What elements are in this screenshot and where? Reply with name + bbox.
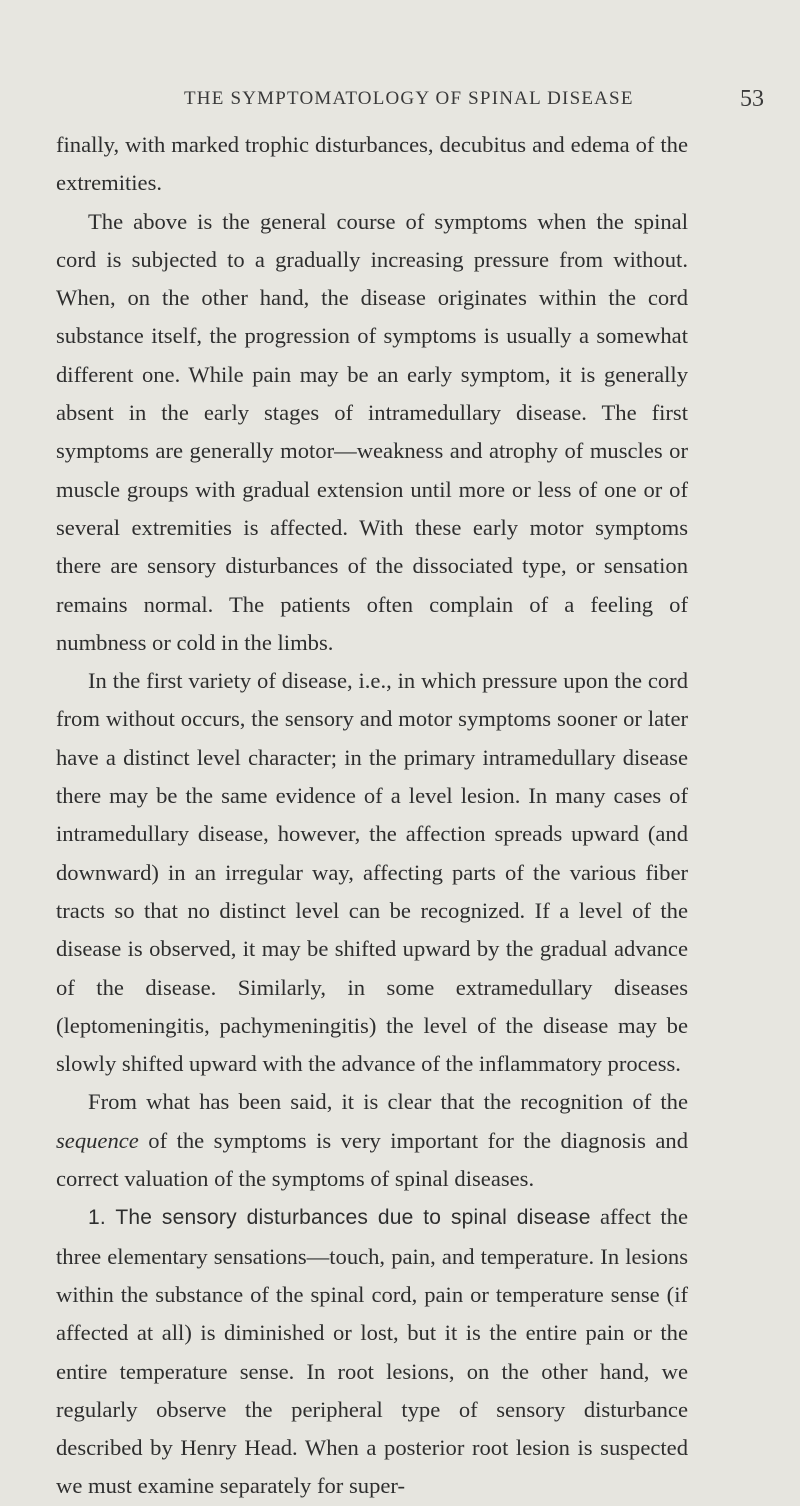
paragraph-course-of-symptoms: The above is the general course of symptoms when the spinal cord is subjected to a gradually increasing pressure from without. When, on the other hand, the disease originates within the cord substance itself, the progression of symptoms is usually a somewhat different one. While pain may be an early symptom, it is generally absent in the early stages of intramedullary disease. The first symptoms are generally motor—weakness and atrophy of muscles or muscle groups with gradual extension until more or less of one or of several extremities is affected. With these early motor symptoms there are sensory disturbances of the dissociated type, or sensation remains normal. The patients often complain of a feeling of numbness or cold in the limbs. [56,208,688,655]
paragraph-sequence-end: of the symptoms is very important for the diagnosis and correct valuation of the symptoms of spinal diseases. [56,1127,688,1192]
page-number: 53 [740,86,764,112]
emphasis-sequence: sequence [56,1127,139,1153]
paragraph-sensory-text: affect the three elementary sensations—touch, pain, and temperature. In lesions within the substance of the spinal cord, pain or temperature sense (if affected at all) is diminished or lost, but it is the entire pain or the entire temperature sense. In root lesions, on the other hand, we regularly observe the peripheral type of sensory disturbance described by Henry Head. When a posterior root lesion is suspected we must examine separately for super- [56,1204,688,1499]
section-lead-in: 1. The sensory disturbances due to spinal disease [88,1206,591,1230]
paragraph-sequence-start: From what has been said, it is clear that the recognition of the [88,1089,688,1115]
running-head: THE SYMPTOMATOLOGY OF SPINAL DISEASE [184,88,634,109]
paragraph-continuation: finally, with marked trophic disturbances, decubitus and edema of the extremities. [56,132,688,196]
paragraph-sensory-disturbances [56,1198,688,1505]
body-text [56,126,688,1506]
paragraph-level-character: In the first variety of disease, i.e., in which pressure upon the cord from without occurs, the sensory and motor symptoms sooner or later have a distinct level character; in the primary intramedullary disease there may be the same evidence of a level lesion. In many cases of intramedullary disease, however, the affection spreads upward (and downward) in an irregular way, affecting parts of the various fiber tracts so that no distinct level can be recognized. If a level of the disease is observed, it may be shifted upward by the gradual advance of the disease. Similarly, in some extramedullary diseases (leptomeningitis, pachymeningitis) the level of the disease may be slowly shifted upward with the advance of the inflammatory process. [56,668,688,1077]
paragraph-sequence [56,1083,688,1198]
